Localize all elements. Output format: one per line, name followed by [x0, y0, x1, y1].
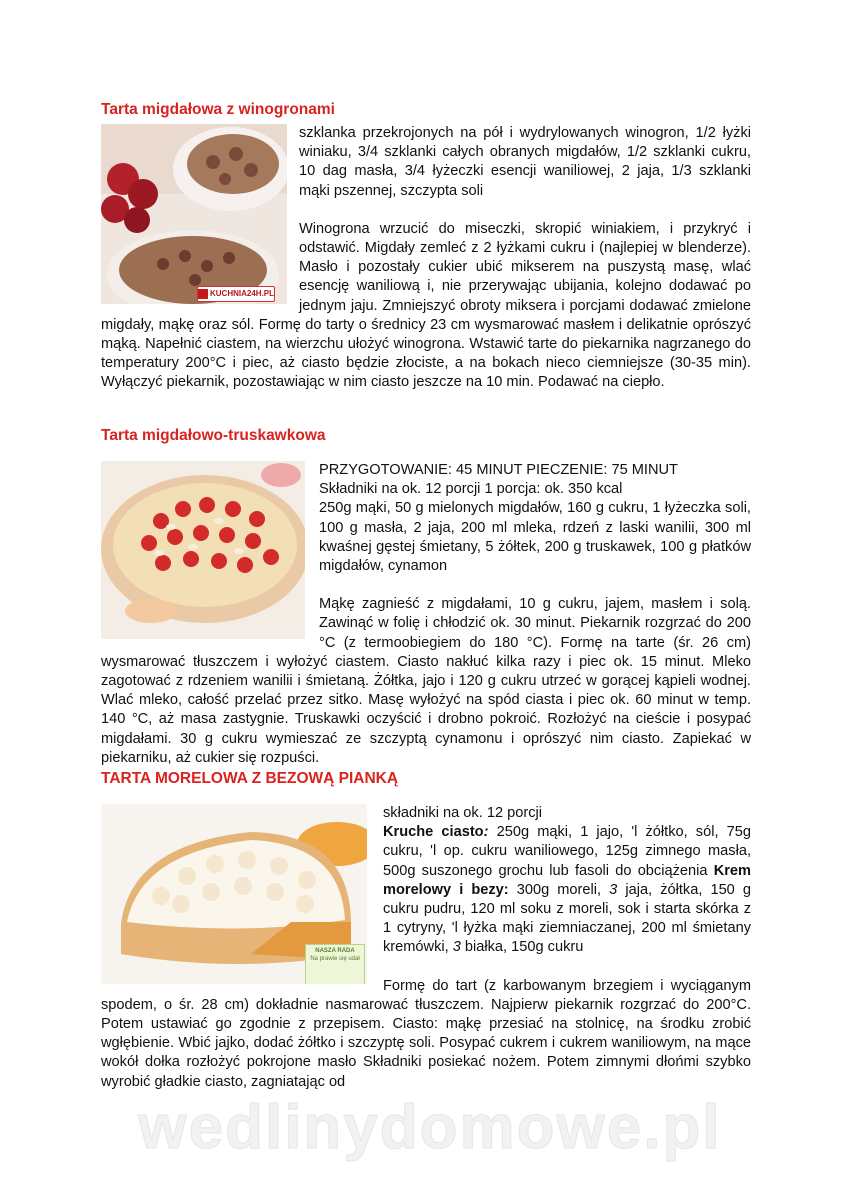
site-watermark: wedlinydomowe.pl	[138, 1093, 722, 1162]
servings-line: Składniki na ok. 12 porcji 1 porcja: ok. 350 kcal	[319, 481, 623, 498]
tip-badge	[305, 944, 365, 984]
krem-ingredients-c: białka, 150g cukru	[460, 939, 584, 956]
krem-ingredients-b: jaja, żółtka, 150 g cukru pudru, 120 ml soku z moreli, sok i starta skórka z 1 cytryny, 'l łyżka mąki ziemniaczanej, 200 ml śmietany kremówki,	[383, 881, 751, 956]
krem-label: Krem morelowy i bezy:	[383, 862, 751, 898]
recipe-3	[101, 804, 751, 1092]
recipe-2-ingredients: 250g mąki, 50 g mielonych migdałów, 160 g cukru, 1 łyżeczka soli, 100 g masła, 2 jaja, 200 ml mleka, rdzeń z laski wanilii, 300 ml kwaśnej gęstej śmietany, 5 żółtek, 200 g truskawek, 100 g płatków migdałów, cynamon	[319, 500, 751, 575]
recipe-3-photo	[101, 804, 367, 984]
krem-number-b: 3	[452, 939, 461, 956]
recipe-2-title: Tarta migdałowo-truskawkowa	[101, 427, 326, 444]
tip-title: NASZA RADA	[315, 948, 355, 954]
recipe-1-method: Winogrona wrzucić do miseczki, skropić winiakiem, i przykryć i odstawić. Migdały zemleć z 2 łyżkami cukru i (najlepiej w blenderze). Masło i pozostały cukier ubić mikserem na puszystą masę, wlać esencję waniliową i, nie przerywając ubijania, kolejno dodawać po jednym jaju. Zmniejszyć obroty miksera i porcjami dodawać zmielone migdały, mąkę oraz sól. Formę do tarty o średnicy 23 cm wysmarować masłem i delikatnie oprószyć mąką. Napełnić ciastem, na wierzchu ułożyć winogrona. Wstawić tarte do piekarnika nagrzanego do temperatury 200°C i piec, aż ciasto będzie złociste, a na bokach nieco ciemniejsze (30-35 min). Wyłączyć piekarnik, pozostawiając w nim ciasto jeszcze na 10 min. Podawać na ciepło.	[101, 220, 751, 391]
recipe-1-title: Tarta migdałowa z winogronami	[101, 101, 335, 118]
tip-subtitle: Na prawie się udał	[310, 956, 360, 962]
recipe-2	[101, 461, 751, 768]
recipe-2-method: Mąkę zagnieść z migdałami, 10 g cukru, jajem, masłem i solą. Zawinąć w folię i chłodzić ok. 30 minut. Piekarnik rozgrzać do 200 °C (z termoobiegiem do 180 °C). Formę na tarte (śr. 26 cm) wysmarować tłuszczem i wyłożyć ciastem. Ciasto nakłuć kilka razy i piec ok. 15 minut. Mleko zagotować z rdzeniem wanilii i śmietaną. Żółtka, jajo i 120 g cukru utrzeć w gorącej kąpieli wodnej. Wlać mleko, całość przelać przez sitko. Masę wyłożyć na spód ciasta i piec ok. 60 minut w temp. 140 °C, aż masa zastygnie. Truskawki oczyścić i drobno pokroić. Rozłożyć na cieście i posypać migdałami. 30 g cukru wymieszać ze szczyptą cynamonu i oprószyć nim ciasto. Zapiekać w piekarniku, aż cukier się rozpuści.	[101, 596, 751, 766]
recipe-1	[101, 124, 751, 393]
kuchnia24h-logo: KUCHNIA24H.PL	[197, 286, 275, 302]
kruche-ingredients: 250g mąki, 1 jajo, 'l żółtko, sól, 75g cukru, 'l op. cukru waniliowego, 125g zimnego masła, 500g suszonego grochu lub fasoli do obciążenia	[383, 824, 751, 879]
strawberry-tart-image	[101, 461, 305, 639]
recipe-2-photo	[101, 461, 305, 639]
recipe-3-method: Formę do tart (z karbowanym brzegiem i wyciąganym spodem, o śr. 28 cm) dokładnie nasmarować tłuszczem. Najpierw piekarnik rozgrzać do 200°C. Potem ustawiać go zgodnie z przepisem. Ciasto: mąkę przesiać na stolnicę, na środku zrobić wgłębienie. Wbić jajko, dodać żółtko i szczyptę soli. Posypać cukrem i cukrem waniliowym, na mące wokół dołka rozłożyć pokrojone masło Składniki posiekać nożem. Potem zimnymi dłońmi szybko wyrobić gładkie ciasto, zagniatając od	[101, 977, 751, 1090]
kruche-colon: :	[483, 824, 489, 841]
recipe-3-servings: składniki na ok. 12 porcji	[383, 805, 542, 821]
kruche-ciasto-label: Kruche ciasto	[383, 824, 484, 841]
almond-grape-tart-image	[101, 124, 287, 304]
recipe-1-ingredients: szklanka przekrojonych na pół i wydrylowanych winogron, 1/2 łyżki winiaku, 3/4 szklanki całych obranych migdałów, 1/2 szklanki cukru, 10 dag masła, 3/4 łyżeczki esencji waniliowej, 2 jaja, 1/3 szklanki mąki pszennej, szczypta soli	[299, 125, 751, 199]
logo-icon	[198, 289, 208, 299]
prep-time-line: PRZYGOTOWANIE: 45 MINUT PIECZENIE: 75 MINUT	[319, 462, 678, 478]
krem-ingredients-a: 300g moreli,	[508, 881, 610, 898]
recipe-3-title: TARTA MORELOWA Z BEZOWĄ PIANKĄ	[101, 770, 399, 787]
recipe-1-photo	[101, 124, 287, 304]
krem-number-a: 3	[609, 881, 618, 898]
